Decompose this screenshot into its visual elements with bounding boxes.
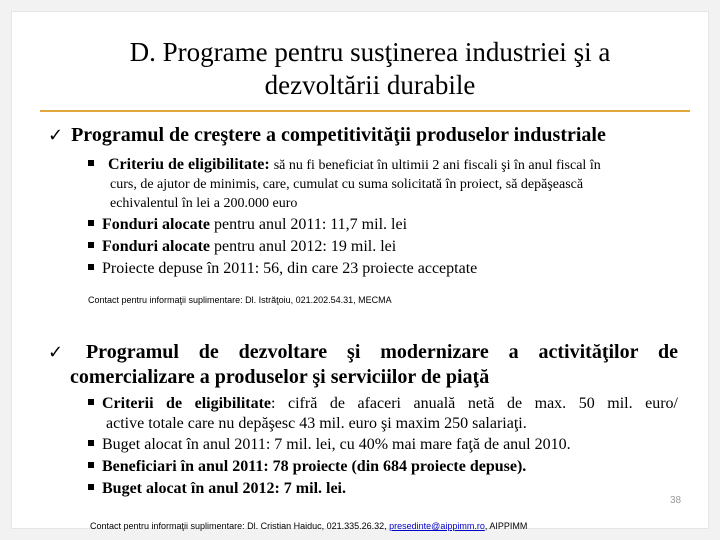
section1-funds-2011: Fonduri alocate pentru anul 2011: 11,7 mil. lei: [88, 216, 407, 234]
square-bullet-icon: [88, 160, 94, 166]
checkmark-icon: ✓: [48, 125, 64, 146]
square-bullet-icon: [88, 242, 94, 248]
page-number: 38: [670, 495, 682, 506]
section1-criteria: Criteriu de eligibilitate: să nu fi beneficiat în ultimii 2 ani fiscali şi în anul fiscal în curs, de ajutor de minimis, care, cumulat cu suma solicitată în proiect, să depăşească echivalentul în lei a 200.000 euro: [88, 155, 688, 213]
section1-heading: ✓ Programul de creştere a competitivităţii produselor industriale: [48, 124, 606, 146]
section2-contact: Contact pentru informaţii suplimentare: Dl. Cristian Haiduc, 021.335.26.32, presedinte@aippimm.ro, AIPPIMM: [90, 521, 528, 531]
section2-budget-2012: Buget alocat în anul 2012: 7 mil. lei.: [88, 480, 346, 498]
section1-projects: Proiecte depuse în 2011: 56, din care 23 proiecte acceptate: [88, 260, 477, 278]
checkmark-icon: ✓: [48, 342, 78, 363]
section2-beneficiaries: Beneficiari în anul 2011: 78 proiecte (din 684 proiecte depuse).: [88, 458, 526, 476]
square-bullet-icon: [88, 399, 94, 405]
square-bullet-icon: [88, 220, 94, 226]
square-bullet-icon: [88, 264, 94, 270]
section2-criteria: Criterii de eligibilitate: cifră de afaceri anuală netă de max. 50 mil. euro/ active totale care nu depăşesc 43 mil. euro şi maxim 250 salariaţi.: [88, 394, 678, 434]
square-bullet-icon: [88, 462, 94, 468]
title-line-1: D. Programe pentru susţinerea industriei şi a: [129, 37, 611, 67]
section2-heading: ✓ Programul de dezvoltare şi modernizare a activităţilor de comercializare a produselor şi serviciilor de piaţă: [48, 341, 678, 388]
section2-budget-2011: Buget alocat în anul 2011: 7 mil. lei, cu 40% mai mare faţă de anul 2010.: [88, 436, 571, 454]
section1-contact: Contact pentru informaţii suplimentare: Dl. Istrăţoiu, 021.202.54.31, MECMA: [88, 295, 392, 305]
contact-email-link[interactable]: presedinte@aippimm.ro: [389, 521, 485, 531]
square-bullet-icon: [88, 484, 94, 490]
title-divider: [40, 110, 690, 112]
slide-title: [40, 36, 700, 102]
title-line-2: dezvoltării durabile: [264, 70, 476, 100]
square-bullet-icon: [88, 440, 94, 446]
section1-funds-2012: Fonduri alocate pentru anul 2012: 19 mil. lei: [88, 238, 396, 256]
